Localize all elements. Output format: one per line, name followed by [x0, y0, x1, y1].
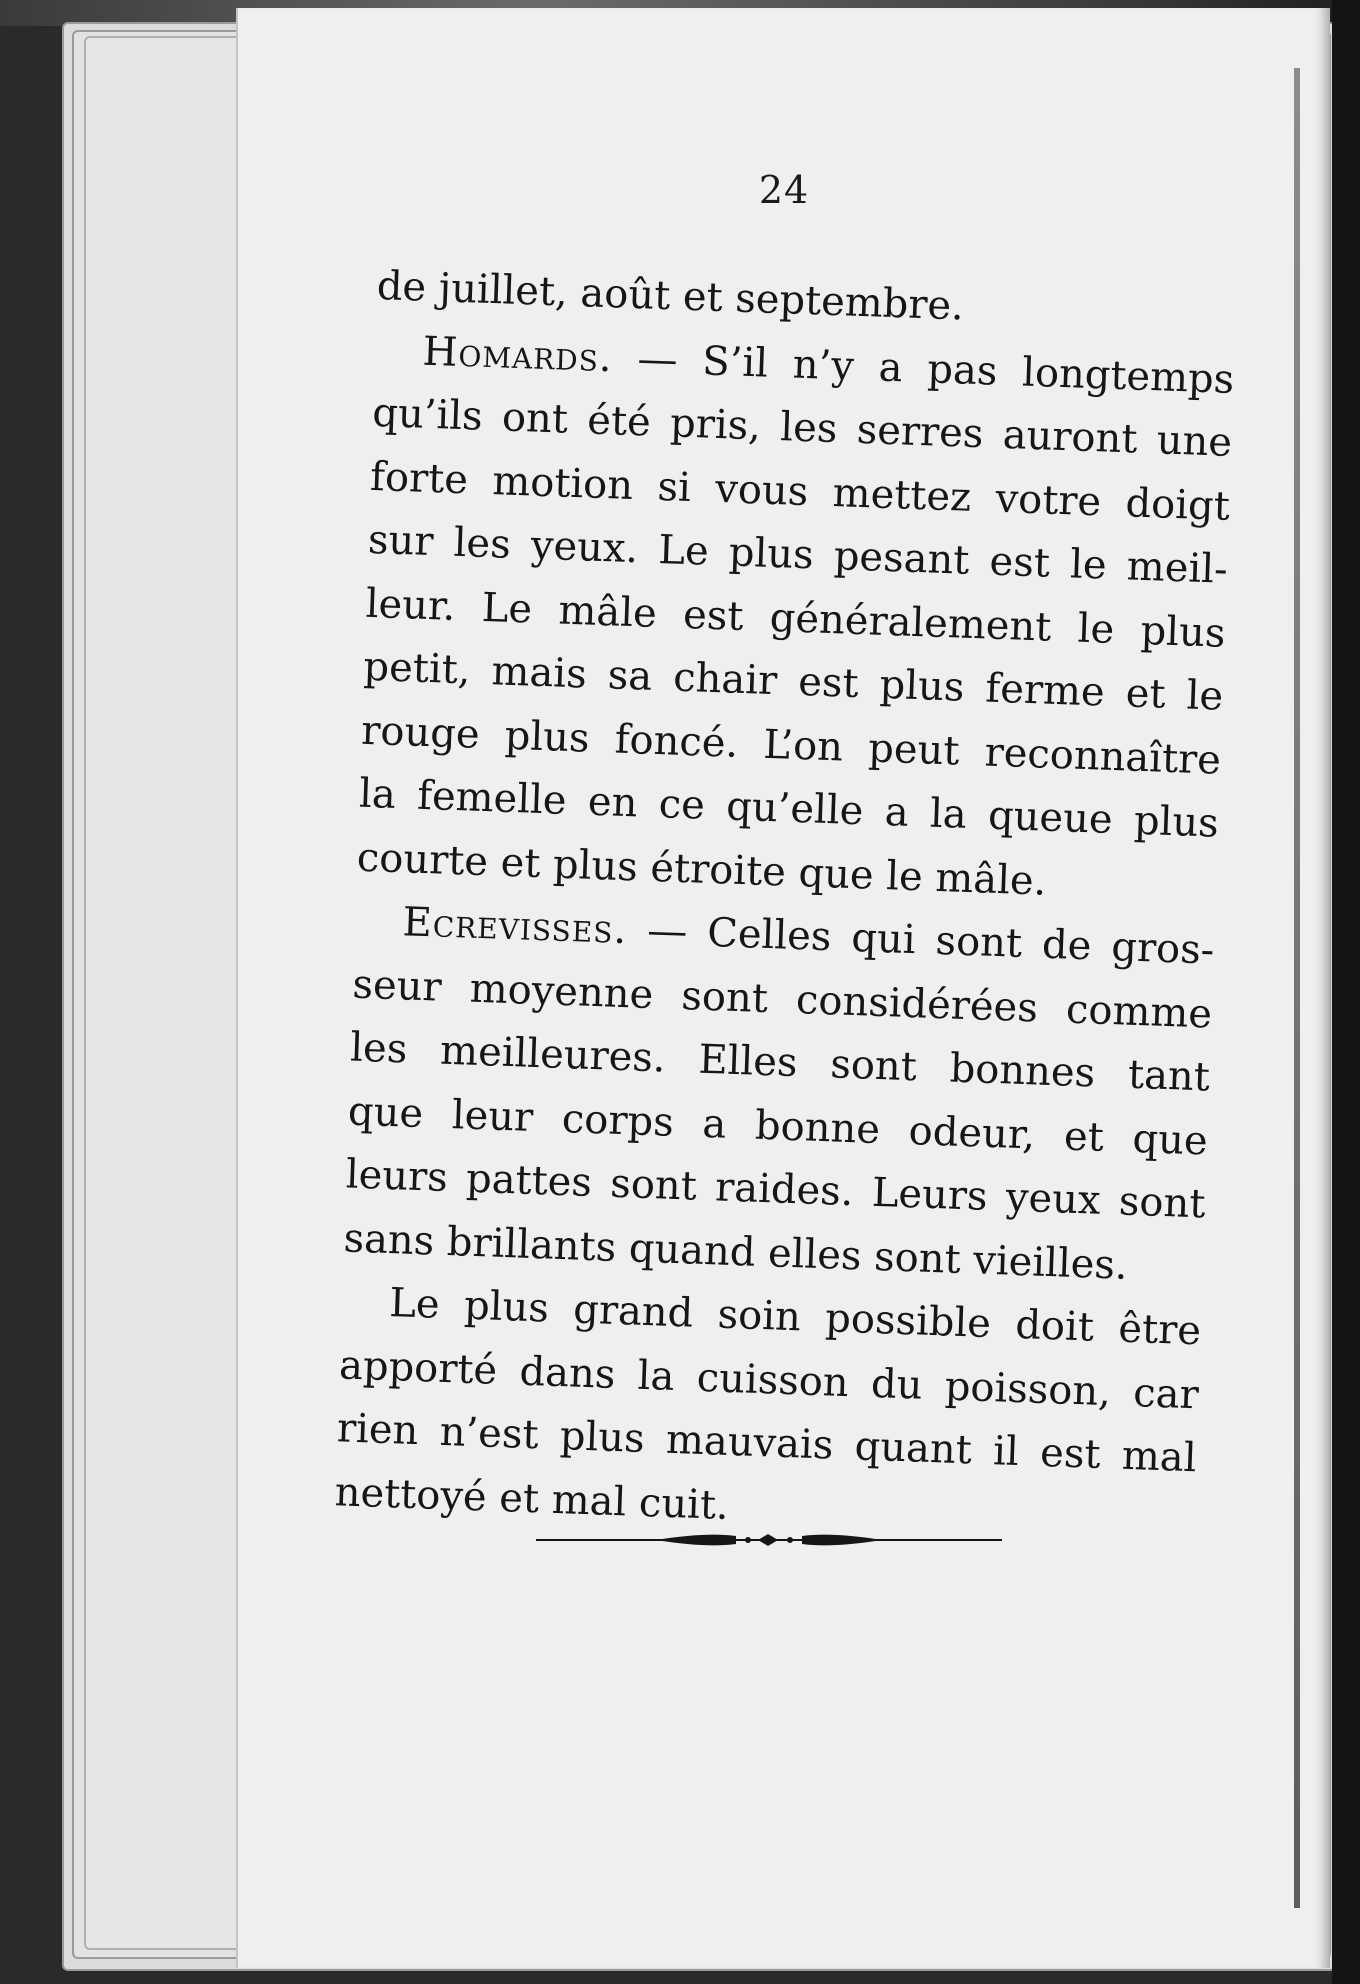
text-line: Le plus grand soin possible doit être: [388, 1280, 1202, 1355]
page-edge: [1294, 68, 1300, 1908]
text-line: que leur corps a bonne odeur, et que: [347, 1087, 1209, 1164]
text-line: seur moyenne sont considérées comme: [351, 961, 1213, 1038]
line-text: — Celles qui sont de gros-: [626, 907, 1216, 974]
text-line: petit, mais sa chair est plus ferme et le: [362, 643, 1224, 720]
text-line: apporté dans la cuisson du poisson, car: [338, 1341, 1200, 1418]
text-line: forte motion si vous mettez votre doigt: [369, 453, 1231, 530]
text-line: courte et plus étroite que le mâle.: [356, 834, 1048, 905]
scan-background-right: [1332, 0, 1360, 1984]
text-line: leur. Le mâle est généralement le plus: [365, 580, 1227, 657]
section-heading: Homards.: [421, 328, 614, 381]
text-line: rien n’est plus mauvais quant il est mal: [336, 1405, 1198, 1482]
text-line: leurs pattes sont raides. Leurs yeux sont: [345, 1151, 1207, 1228]
section-heading: Ecrevisses.: [401, 899, 629, 954]
text-line: qu’ils ont été pris, les serres auront une: [371, 389, 1233, 466]
text-line: sans brillants quand elles sont vieilles.: [342, 1214, 1129, 1289]
text-line: la femelle en ce qu’elle a la queue plus: [358, 770, 1220, 847]
text-line: de juillet, août et septembre.: [376, 262, 965, 330]
text-line: nettoyé et mal cuit.: [334, 1468, 730, 1529]
decorative-rule-ornament-icon: [536, 1520, 1002, 1560]
text-line: rouge plus foncé. L’on peut reconnaître: [360, 707, 1222, 784]
line-text: — S’il n’y a pas longtemps: [611, 334, 1235, 403]
page-number: 24: [758, 168, 810, 212]
text-line: sur les yeux. Le plus pesant est le meil-: [367, 516, 1229, 593]
text-line: les meilleures. Elles sont bonnes tant: [349, 1024, 1211, 1101]
body-text: [334, 255, 1238, 1554]
